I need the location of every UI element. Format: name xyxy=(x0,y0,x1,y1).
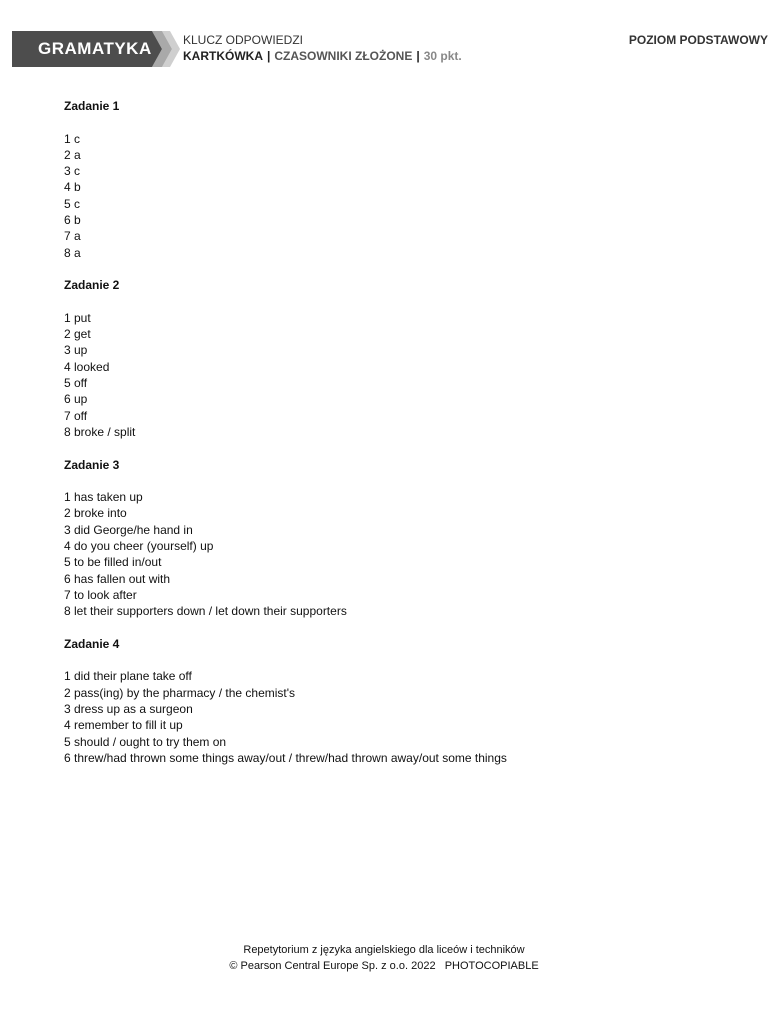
section-banner xyxy=(12,31,180,67)
answer-item: 8 broke / split xyxy=(64,424,136,439)
task-3 xyxy=(64,457,744,620)
separator: | xyxy=(416,49,420,63)
banner-label: GRAMATYKA xyxy=(38,39,152,58)
quiz-topic: CZASOWNIKI ZŁOŻONE xyxy=(274,49,413,63)
task-1 xyxy=(64,98,744,261)
answer-key-content xyxy=(64,98,744,782)
answer-item: 3 c xyxy=(64,164,81,179)
answer-item: 1 did their plane take off xyxy=(64,669,192,684)
answer-item: 2 a xyxy=(64,147,81,162)
answer-item: 1 put xyxy=(64,310,91,325)
answer-item: 7 a xyxy=(64,229,81,244)
answer-item: 8 a xyxy=(64,245,81,260)
answer-item: 6 has fallen out with xyxy=(64,571,171,586)
answer-item: 4 looked xyxy=(64,359,110,374)
answer-item: 6 b xyxy=(64,213,81,228)
answer-item: 4 do you cheer (yourself) up xyxy=(64,539,214,554)
task-4 xyxy=(64,636,744,766)
answer-item: 3 up xyxy=(64,343,88,358)
answer-item: 5 should / ought to try them on xyxy=(64,734,227,749)
task-2 xyxy=(64,277,744,440)
answer-item: 1 has taken up xyxy=(64,490,143,505)
quiz-label: KARTKÓWKA xyxy=(183,49,263,63)
answer-item: 7 off xyxy=(64,408,88,423)
answer-item: 3 did George/he hand in xyxy=(64,522,193,537)
answer-item: 6 threw/had thrown some things away/out / threw/had thrown away/out some things xyxy=(64,750,507,765)
level-label: POZIOM PODSTAWOWY xyxy=(628,33,768,47)
answer-item: 2 get xyxy=(64,327,91,342)
task-title: Zadanie 4 xyxy=(64,636,120,651)
task-title: Zadanie 1 xyxy=(64,99,120,113)
answer-item: 4 b xyxy=(64,180,81,195)
answer-item: 8 let their supporters down / let down their supporters xyxy=(64,604,347,619)
answer-item: 5 c xyxy=(64,196,81,211)
answer-item: 2 broke into xyxy=(64,506,127,521)
answer-item: 1 c xyxy=(64,131,81,146)
page-footer xyxy=(0,942,768,974)
task-title: Zadanie 3 xyxy=(64,457,120,472)
answer-key-title: KLUCZ ODPOWIEDZI xyxy=(183,33,304,47)
footer-copyright: © Pearson Central Europe Sp. z o.o. 2022 PHOTOCOPIABLE xyxy=(229,960,539,972)
answer-item: 5 off xyxy=(64,376,88,391)
answer-item: 6 up xyxy=(64,392,88,407)
answer-item: 7 to look after xyxy=(64,587,137,602)
answer-item: 4 remember to fill it up xyxy=(64,718,183,733)
footer-book-title: Repetytorium z języka angielskiego dla liceów i techników xyxy=(243,944,525,956)
task-title: Zadanie 2 xyxy=(64,278,120,293)
answer-item: 3 dress up as a surgeon xyxy=(64,701,193,716)
page-header xyxy=(0,0,768,80)
separator: | xyxy=(267,49,271,63)
quiz-points: 30 pkt. xyxy=(423,49,462,63)
answer-item: 5 to be filled in/out xyxy=(64,555,162,570)
answer-item: 2 pass(ing) by the pharmacy / the chemist's xyxy=(64,685,296,700)
quiz-subtitle xyxy=(183,49,462,63)
